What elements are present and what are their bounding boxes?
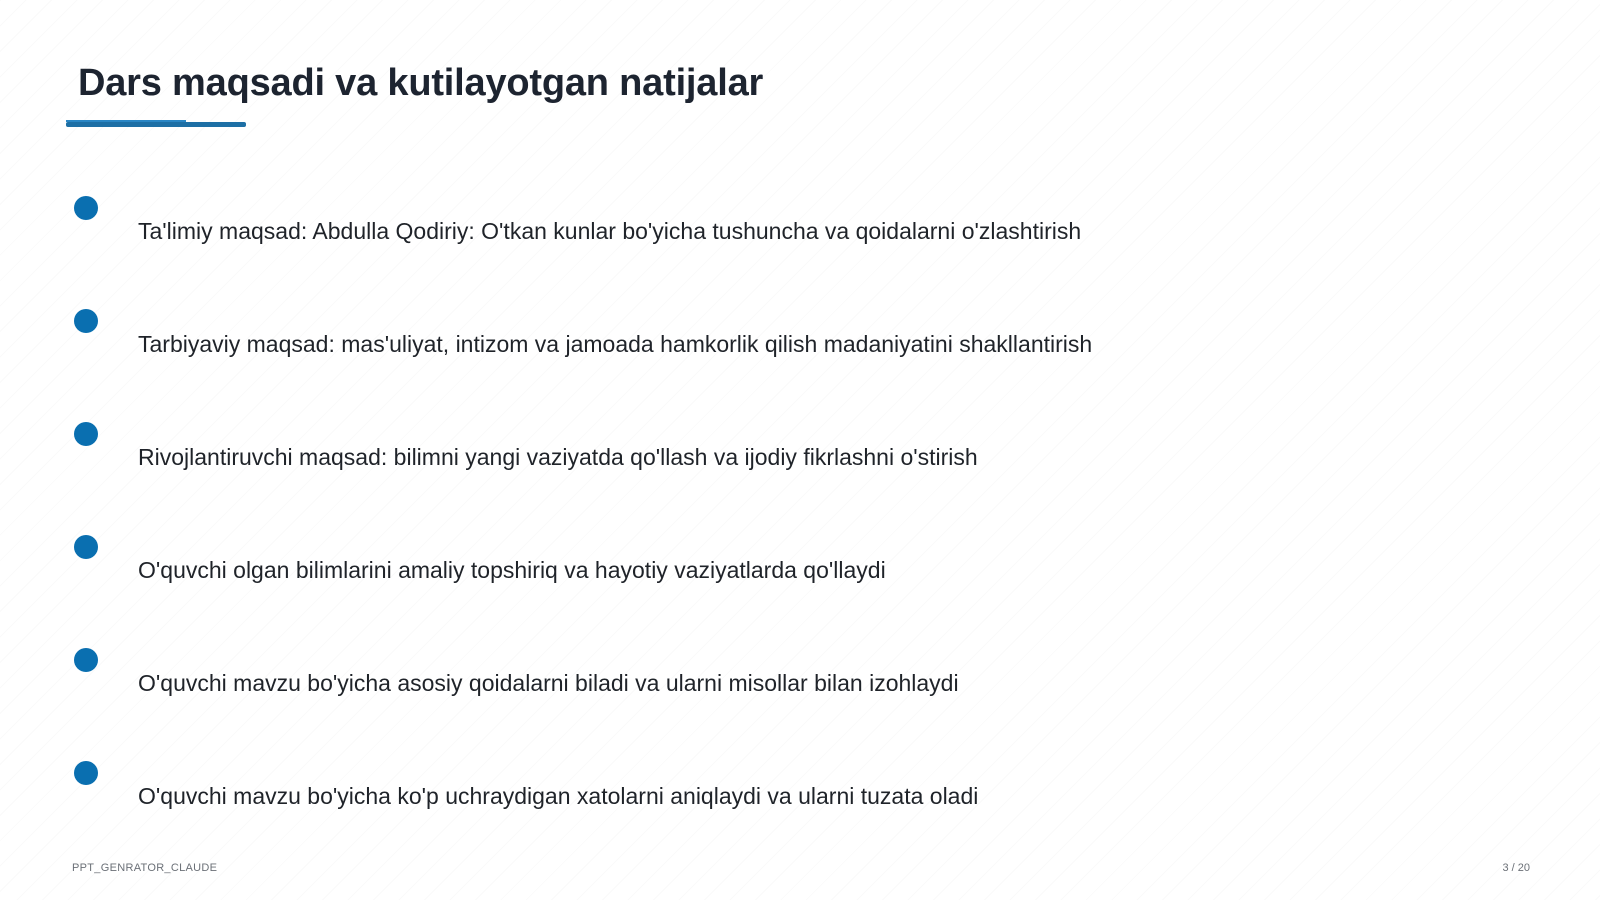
footer-source: PPT_GENRATOR_CLAUDE bbox=[72, 862, 218, 874]
bullet-dot-icon bbox=[74, 309, 98, 333]
bullet-dot-icon bbox=[74, 761, 98, 785]
bullet-item bbox=[0, 422, 1500, 492]
bullet-item bbox=[0, 761, 1500, 831]
bullet-item bbox=[0, 648, 1500, 718]
page-number: 3 / 20 bbox=[1502, 862, 1530, 874]
bullet-text: Tarbiyaviy maqsad: mas'uliyat, intizom va jamoada hamkorlik qilish madaniyatini shakllantirish bbox=[138, 331, 1093, 357]
bullet-dot-icon bbox=[74, 535, 98, 559]
bullet-text: O'quvchi mavzu bo'yicha ko'p uchraydigan xatolarni aniqlaydi va ularni tuzata oladi bbox=[138, 783, 979, 809]
bullet-text: O'quvchi mavzu bo'yicha asosiy qoidalarni biladi va ularni misollar bilan izohlaydi bbox=[138, 670, 959, 696]
bullet-text: Ta'limiy maqsad: Abdulla Qodiriy: O'tkan kunlar bo'yicha tushuncha va qoidalarni o'zlashtirish bbox=[138, 218, 1082, 244]
bullet-item bbox=[0, 196, 1500, 266]
bullet-dot-icon bbox=[74, 648, 98, 672]
bullet-text: O'quvchi olgan bilimlarini amaliy topshiriq va hayotiy vaziyatlarda qo'llaydi bbox=[138, 557, 886, 583]
bullet-text: Rivojlantiruvchi maqsad: bilimni yangi vaziyatda qo'llash va ijodiy fikrlashni o'stirish bbox=[138, 444, 978, 470]
bullet-dot-icon bbox=[74, 422, 98, 446]
bullet-item bbox=[0, 309, 1500, 379]
bullet-dot-icon bbox=[74, 196, 98, 220]
bullet-item bbox=[0, 535, 1500, 605]
slide-title: Dars maqsadi va kutilayotgan natijalar bbox=[78, 62, 764, 104]
